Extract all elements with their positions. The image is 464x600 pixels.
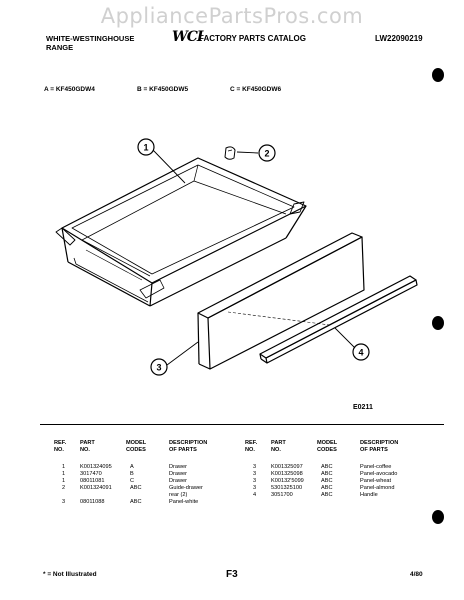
table-row: rear (2) [169, 492, 188, 498]
col-ref: REF. NO. [54, 440, 67, 453]
footnote: * = Not Illustrated [43, 571, 97, 578]
wci-logo: WCI [172, 29, 203, 45]
model-c-label: C = KF450GDW6 [230, 86, 282, 93]
drawer-illustration [56, 158, 306, 306]
callout-label: 2 [264, 148, 270, 159]
col-part: PART NO. [271, 440, 286, 453]
front-panel-illustration [198, 233, 364, 369]
catalog-title: FACTORY PARTS CATALOG [199, 34, 306, 43]
revision-date: 4/80 [410, 571, 423, 578]
table-header-row [245, 440, 420, 454]
table-row: 1 08011081 C Drawer [62, 478, 188, 484]
table-header-row [54, 440, 229, 454]
table-row: 3 5301325100 ABC Panel-almond [253, 485, 395, 491]
callout-label: 1 [143, 142, 149, 153]
callout-label: 4 [358, 347, 364, 358]
table-row: 1 3017470 B Drawer [62, 471, 188, 477]
col-desc: DESCRIPTION OF PARTS [169, 440, 208, 453]
watermark: AppliancePartsPros.com [100, 4, 364, 28]
table-row: 3 08011088 ABC Panel-white [62, 499, 199, 505]
table-row: 3 K001325097 ABC Panel-coffee [253, 464, 392, 470]
col-model: MODEL CODES [317, 440, 338, 453]
binder-hole-dot [432, 510, 444, 524]
table-divider [40, 424, 444, 425]
col-model: MODEL CODES [126, 440, 147, 453]
table-row: 2 K001324091 ABC Guide-drawer [62, 485, 203, 491]
col-desc: DESCRIPTION OF PARTS [360, 440, 399, 453]
page-number: F3 [226, 569, 238, 580]
table-row: 1 K001324095 A Drawer [62, 464, 188, 470]
model-a-label: A = KF450GDW4 [44, 86, 95, 93]
document-id: LW22090219 [375, 34, 423, 43]
table-row: 3 K00132'5099 ABC Panel-wheat [253, 478, 392, 484]
col-part: PART NO. [80, 440, 95, 453]
parts-table-left [54, 440, 229, 506]
model-b-label: B = KF450GDW5 [137, 86, 189, 93]
callout-label: 3 [156, 362, 162, 373]
handle-illustration [260, 276, 417, 363]
diagram-code: E0211 [353, 404, 373, 411]
col-ref: REF. NO. [245, 440, 258, 453]
drawer-guide-illustration [225, 147, 235, 159]
table-row: 4 3051700 ABC Handle [253, 492, 378, 498]
table-row: 3 K001325098 ABC Panel-avocado [253, 471, 398, 477]
product-name: RANGE [46, 43, 74, 52]
manufacturer-name: WHITE-WESTINGHOUSE [46, 34, 135, 43]
parts-table-right [245, 440, 420, 499]
